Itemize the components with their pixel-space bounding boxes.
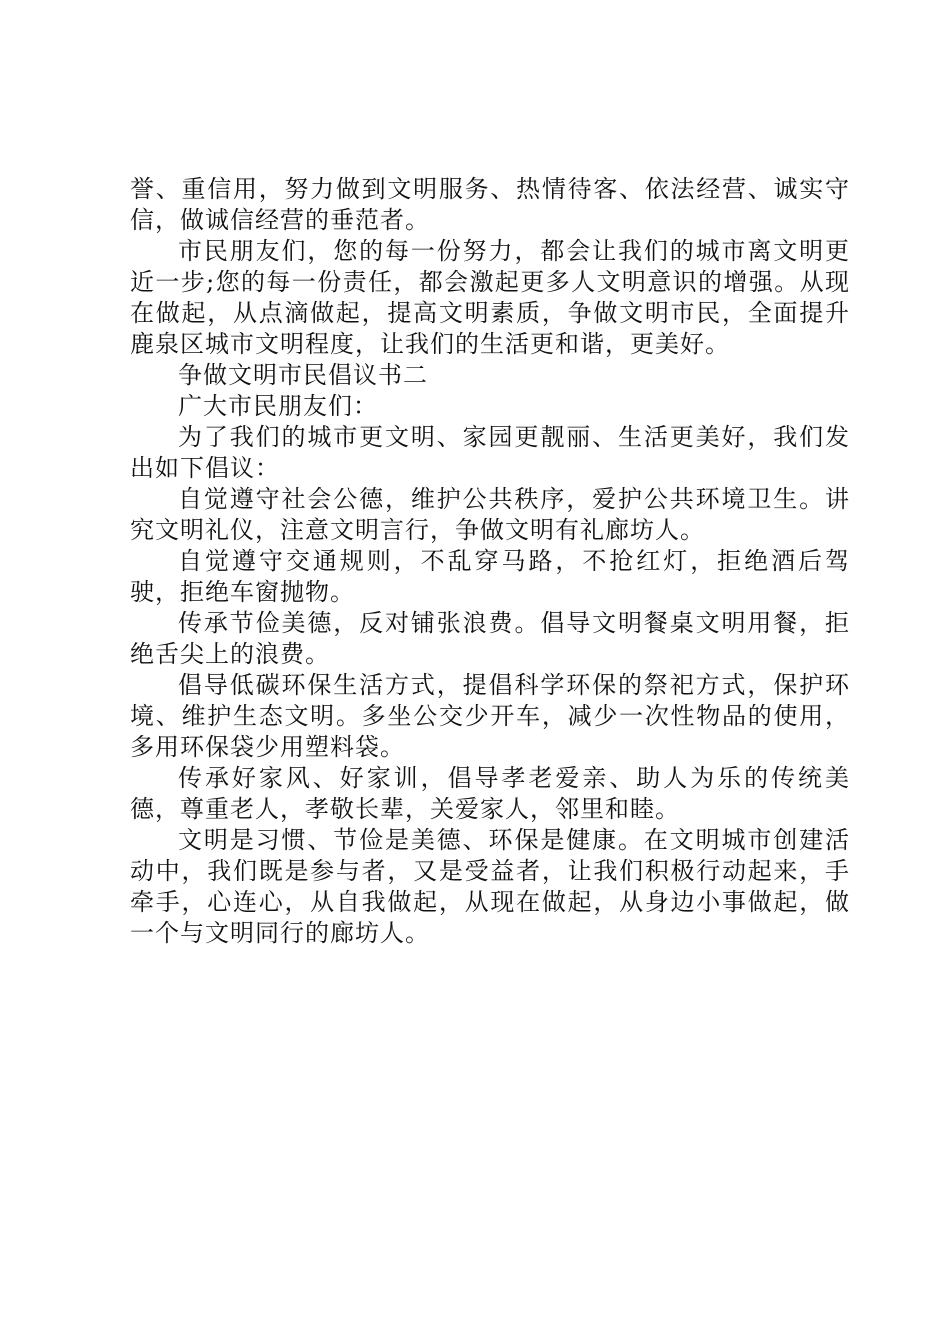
paragraph: 传承节俭美德，反对铺张浪费。倡导文明餐桌文明用餐，拒绝舌尖上的浪费。 [130,609,850,668]
paragraph: 市民朋友们，您的每一份努力，都会让我们的城市离文明更近一步;您的每一份责任，都会激起更多人文明意识的增强。从现在做起，从点滴做起，提高文明素质，争做文明市民，全面提升鹿泉区城市文明程度，让我们的生活更和谐，更美好。 [130,237,850,358]
paragraph: 自觉遵守社会公德，维护公共秩序，爱护公共环境卫生。讲究文明礼仪，注意文明言行，争做文明有礼廊坊人。 [130,485,850,544]
paragraph: 为了我们的城市更文明、家园更靓丽、生活更美好，我们发出如下倡议： [130,423,850,482]
paragraph: 倡导低碳环保生活方式，提倡科学环保的祭祀方式，保护环境、维护生态文明。多坐公交少开车，减少一次性物品的使用，多用环保袋少用塑料袋。 [130,671,850,761]
document-body [130,174,850,949]
paragraph: 自觉遵守交通规则，不乱穿马路，不抢红灯，拒绝酒后驾驶，拒绝车窗抛物。 [130,547,850,606]
paragraph: 传承好家风、好家训，倡导孝老爱亲、助人为乐的传统美德，尊重老人，孝敬长辈，关爱家人，邻里和睦。 [130,764,850,823]
section-heading: 争做文明市民倡议书二 [178,361,428,389]
salutation: 广大市民朋友们： [178,392,378,420]
paragraph: 文明是习惯、节俭是美德、环保是健康。在文明城市创建活动中，我们既是参与者，又是受益者，让我们积极行动起来，手牵手，心连心，从自我做起，从现在做起，从身边小事做起，做一个与文明同行的廊坊人。 [130,826,850,947]
paragraph: 誉、重信用，努力做到文明服务、热情待客、依法经营、诚实守信，做诚信经营的垂范者。 [130,175,850,234]
